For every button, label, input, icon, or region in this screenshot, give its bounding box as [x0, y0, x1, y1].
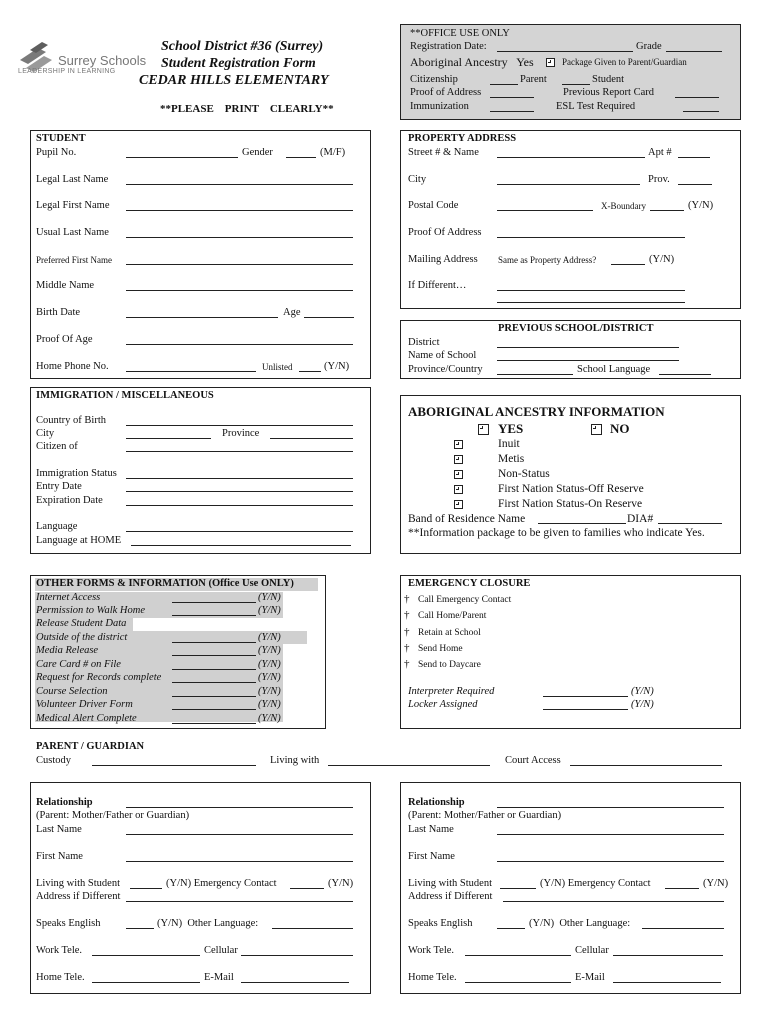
- relationship-1-heading: Relationship: [36, 797, 93, 808]
- parent1-address-label: Address if Different: [36, 891, 121, 902]
- citizen-of-field[interactable]: [126, 451, 353, 452]
- dia-field[interactable]: [658, 523, 722, 524]
- birth-province-label: Province: [222, 428, 260, 439]
- course-selection-yn: (Y/N): [258, 686, 281, 697]
- age-label: Age: [283, 307, 301, 318]
- office-citizenship-line[interactable]: [490, 84, 518, 85]
- country-birth-field[interactable]: [126, 425, 353, 426]
- office-immunization-label: Immunization: [410, 101, 469, 112]
- office-heading: **OFFICE USE ONLY: [410, 28, 510, 39]
- relationship-2-field[interactable]: [497, 807, 724, 808]
- middle-name-field[interactable]: [126, 290, 353, 291]
- title-form: Student Registration Form: [161, 56, 316, 71]
- call-home-parent-label: Call Home/Parent: [418, 611, 487, 621]
- usual-last-label: Usual Last Name: [36, 227, 109, 238]
- birth-date-label: Birth Date: [36, 307, 81, 318]
- band-residence-label: Band of Residence Name: [408, 513, 526, 525]
- postal-field[interactable]: [497, 210, 593, 211]
- living-with-label: Living with: [270, 755, 320, 766]
- parent1-home-label: Home Tele.: [36, 972, 85, 983]
- custody-label: Custody: [36, 755, 72, 766]
- internet-access-field[interactable]: [172, 602, 256, 603]
- care-card-yn: (Y/N): [258, 659, 281, 670]
- parent2-other-lang-field[interactable]: [642, 928, 724, 929]
- language-label: Language: [36, 521, 78, 532]
- inuit-checkbox[interactable]: [454, 440, 463, 449]
- proof-address-field[interactable]: [497, 237, 685, 238]
- preferred-first-label: Preferred First Name: [36, 255, 112, 265]
- postal-label: Postal Code: [408, 200, 459, 211]
- media-release-label: Media Release: [36, 645, 99, 656]
- province-country-field[interactable]: [497, 374, 573, 375]
- band-residence-field[interactable]: [538, 523, 626, 524]
- parent1-email-label: E-Mail: [204, 972, 234, 983]
- locker-field[interactable]: [543, 709, 628, 710]
- property-heading: PROPERTY ADDRESS: [408, 133, 517, 144]
- inuit-label: Inuit: [498, 438, 520, 450]
- birth-city-field[interactable]: [126, 438, 211, 439]
- print-clearly-note: **PLEASE PRINT CLEARLY**: [160, 103, 334, 115]
- pupil-no-label: Pupil No.: [36, 147, 77, 158]
- street-label: Street # & Name: [408, 147, 479, 158]
- parent2-speaks-label: Speaks English: [408, 918, 473, 929]
- on-reserve-checkbox[interactable]: [454, 500, 463, 509]
- logo-tagline: LEADERSHIP IN LEARNING: [18, 68, 116, 75]
- other-forms-heading: OTHER FORMS & INFORMATION (Office Use ONLY): [36, 578, 294, 589]
- school-language-field[interactable]: [659, 374, 711, 375]
- previous-heading: PREVIOUS SCHOOL/DISTRICT: [498, 323, 654, 334]
- release-data-label: Release Student Data: [36, 618, 127, 629]
- office-esl-label: ESL Test Required: [556, 101, 636, 112]
- locker-yn: (Y/N): [631, 699, 654, 710]
- legal-first-field[interactable]: [126, 210, 353, 211]
- preferred-first-field[interactable]: [126, 264, 353, 265]
- if-different-field-1[interactable]: [497, 290, 685, 291]
- parent1-email-field[interactable]: [241, 982, 349, 983]
- office-esl-line[interactable]: [683, 111, 719, 112]
- title-school: CEDAR HILLS ELEMENTARY: [139, 73, 329, 88]
- school-language-label: School Language: [577, 364, 651, 375]
- parent2-emergency-field[interactable]: [665, 888, 699, 889]
- parent1-work-label: Work Tele.: [36, 945, 83, 956]
- birth-city-label: City: [36, 428, 55, 439]
- call-emergency-contact-label: Call Emergency Contact: [418, 595, 512, 605]
- immigration-status-label: Immigration Status: [36, 468, 117, 479]
- living-with-field[interactable]: [328, 765, 490, 766]
- immigration-status-field[interactable]: [126, 478, 353, 479]
- birth-date-field[interactable]: [126, 317, 278, 318]
- apt-field[interactable]: [678, 157, 710, 158]
- office-parent-label: Parent: [520, 74, 547, 85]
- parent2-living-label: Living with Student: [408, 878, 492, 889]
- care-card-field[interactable]: [172, 669, 256, 670]
- street-field[interactable]: [497, 157, 645, 158]
- home-phone-label: Home Phone No.: [36, 361, 109, 372]
- country-birth-label: Country of Birth: [36, 415, 106, 426]
- unlisted-label: Unlisted: [262, 362, 293, 372]
- gender-field[interactable]: [286, 157, 316, 158]
- entry-date-label: Entry Date: [36, 481, 82, 492]
- proof-age-label: Proof Of Age: [36, 334, 93, 345]
- aboriginal-heading: ABORIGINAL ANCESTRY INFORMATION: [408, 404, 665, 419]
- parent1-cell-label: Cellular: [204, 945, 238, 956]
- aboriginal-yes-label: YES: [498, 421, 524, 436]
- pupil-no-field[interactable]: [126, 157, 238, 158]
- volunteer-driver-field[interactable]: [172, 709, 256, 710]
- office-package-label: Package Given to Parent/Guardian: [562, 57, 687, 67]
- custody-field[interactable]: [92, 765, 256, 766]
- off-reserve-label: First Nation Status-Off Reserve: [498, 483, 644, 495]
- interpreter-field[interactable]: [543, 696, 628, 697]
- parent1-last-label: Last Name: [36, 824, 82, 835]
- parent1-work-field[interactable]: [92, 955, 200, 956]
- walk-home-label: Permission to Walk Home: [36, 605, 145, 616]
- retain-at-school-label: Retain at School: [418, 628, 481, 638]
- office-prev-report-label: Previous Report Card: [563, 87, 654, 98]
- dia-label: DIA#: [627, 513, 654, 525]
- mailing-label: Mailing Address: [408, 254, 478, 265]
- age-field[interactable]: [304, 317, 354, 318]
- medical-alert-yn: (Y/N): [258, 713, 281, 724]
- interpreter-label: Interpreter Required: [408, 686, 495, 697]
- office-prev-report-line[interactable]: [675, 97, 719, 98]
- same-as-yn: (Y/N): [649, 254, 675, 265]
- parent2-last-label: Last Name: [408, 824, 454, 835]
- dagger-icon[interactable]: †: [404, 658, 410, 670]
- if-different-label: If Different…: [408, 280, 467, 291]
- usual-last-field[interactable]: [126, 237, 353, 238]
- office-student-label: Student: [592, 74, 625, 85]
- district-field[interactable]: [497, 347, 679, 348]
- parent2-work-label: Work Tele.: [408, 945, 455, 956]
- gender-label: Gender: [242, 147, 273, 158]
- send-home-label: Send Home: [418, 644, 463, 654]
- parent2-home-label: Home Tele.: [408, 972, 457, 983]
- media-release-yn: (Y/N): [258, 645, 281, 656]
- walk-home-field[interactable]: [172, 615, 256, 616]
- prov-field[interactable]: [678, 184, 712, 185]
- course-selection-label: Course Selection: [36, 686, 108, 697]
- expiration-date-field[interactable]: [126, 505, 353, 506]
- off-reserve-checkbox[interactable]: [454, 485, 463, 494]
- parent1-address-field[interactable]: [126, 901, 353, 902]
- city-label: City: [408, 174, 427, 185]
- school-name-label: Name of School: [408, 350, 477, 361]
- unlisted-yn: (Y/N): [324, 361, 350, 372]
- same-as-label: Same as Property Address?: [498, 255, 597, 265]
- parent1-cell-field[interactable]: [241, 955, 353, 956]
- parent1-speaks-label: Speaks English: [36, 918, 101, 929]
- legal-first-label: Legal First Name: [36, 200, 110, 211]
- parent2-cell-label: Cellular: [575, 945, 609, 956]
- parent1-other-lang-label: (Y/N) Other Language:: [157, 918, 259, 929]
- internet-access-label: Internet Access: [36, 592, 101, 603]
- parent1-living-field[interactable]: [130, 888, 162, 889]
- metis-checkbox[interactable]: [454, 455, 463, 464]
- apt-label: Apt #: [648, 147, 672, 158]
- dagger-icon[interactable]: †: [404, 593, 410, 605]
- office-citizenship-label: Citizenship: [410, 74, 458, 85]
- relationship-2-heading: Relationship: [408, 797, 465, 808]
- aboriginal-yes-checkbox[interactable]: [478, 424, 489, 435]
- student-heading: STUDENT: [36, 133, 86, 144]
- office-proof-address-label: Proof of Address: [410, 87, 482, 98]
- parent2-speaks-field[interactable]: [497, 928, 525, 929]
- city-field[interactable]: [497, 184, 640, 185]
- emergency-heading: EMERGENCY CLOSURE: [408, 578, 531, 589]
- records-request-field[interactable]: [172, 682, 256, 683]
- outside-district-label: Outside of the district: [36, 632, 128, 643]
- records-request-yn: (Y/N): [258, 672, 281, 683]
- parent1-home-field[interactable]: [92, 982, 200, 983]
- send-daycare-label: Send to Daycare: [418, 660, 481, 670]
- language-field[interactable]: [126, 531, 353, 532]
- parent1-speaks-field[interactable]: [126, 928, 154, 929]
- medical-alert-field[interactable]: [172, 723, 256, 724]
- office-parent-line[interactable]: [562, 84, 590, 85]
- office-aboriginal-label: Aboriginal Ancestry Yes: [410, 55, 534, 69]
- relationship-1-sub: (Parent: Mother/Father or Guardian): [36, 810, 190, 821]
- parent2-last-field[interactable]: [497, 834, 724, 835]
- birth-province-field[interactable]: [270, 438, 353, 439]
- parent1-first-label: First Name: [36, 851, 83, 862]
- parent2-living-field[interactable]: [500, 888, 536, 889]
- dagger-icon[interactable]: †: [404, 642, 410, 654]
- province-country-label: Province/Country: [408, 364, 483, 375]
- interpreter-yn: (Y/N): [631, 686, 654, 697]
- legal-last-label: Legal Last Name: [36, 174, 109, 185]
- outside-district-yn: (Y/N): [258, 632, 281, 643]
- volunteer-driver-label: Volunteer Driver Form: [36, 699, 133, 710]
- if-different-field-2[interactable]: [497, 302, 685, 303]
- proof-address-label: Proof Of Address: [408, 227, 482, 238]
- parent2-email-field[interactable]: [613, 982, 721, 983]
- parent2-cell-field[interactable]: [613, 955, 723, 956]
- internet-access-yn: (Y/N): [258, 592, 281, 603]
- metis-label: Metis: [498, 453, 525, 465]
- parent-guardian-heading: PARENT / GUARDIAN: [36, 741, 145, 752]
- same-as-field[interactable]: [611, 264, 645, 265]
- aboriginal-no-label: NO: [610, 421, 630, 436]
- medical-alert-label: Medical Alert Complete: [36, 713, 137, 724]
- care-card-label: Care Card # on File: [36, 659, 121, 670]
- office-proof-address-line[interactable]: [490, 97, 534, 98]
- middle-name-label: Middle Name: [36, 280, 95, 291]
- court-access-label: Court Access: [505, 755, 561, 766]
- immigration-heading: IMMIGRATION / MISCELLANEOUS: [36, 390, 214, 401]
- aboriginal-no-checkbox[interactable]: [591, 424, 602, 435]
- logo-brand: Surrey Schools: [58, 53, 147, 68]
- expiration-date-label: Expiration Date: [36, 495, 103, 506]
- parent2-emergency-label: (Y/N) Emergency Contact: [540, 878, 651, 889]
- office-aboriginal-checkbox[interactable]: [546, 58, 555, 67]
- parent1-last-field[interactable]: [126, 834, 353, 835]
- outside-district-field[interactable]: [172, 642, 256, 643]
- proof-age-field[interactable]: [126, 344, 353, 345]
- locker-label: Locker Assigned: [408, 699, 478, 710]
- non-status-checkbox[interactable]: [454, 470, 463, 479]
- entry-date-field[interactable]: [126, 491, 353, 492]
- relationship-1-field[interactable]: [126, 807, 353, 808]
- citizen-of-label: Citizen of: [36, 441, 78, 452]
- gender-mf: (M/F): [320, 147, 346, 158]
- parent1-first-field[interactable]: [126, 861, 353, 862]
- parent2-work-field[interactable]: [465, 955, 571, 956]
- office-grade-label: Grade: [636, 41, 662, 52]
- legal-last-field[interactable]: [126, 184, 353, 185]
- parent2-first-field[interactable]: [497, 861, 724, 862]
- xboundary-label: X-Boundary: [601, 201, 646, 211]
- school-name-field[interactable]: [497, 360, 679, 361]
- parent1-living-label: Living with Student: [36, 878, 120, 889]
- dagger-icon[interactable]: †: [404, 609, 410, 621]
- records-request-label: Request for Records complete: [36, 672, 162, 683]
- office-grade-line[interactable]: [666, 51, 722, 52]
- parent2-emergency-yn: (Y/N): [703, 878, 729, 889]
- non-status-label: Non-Status: [498, 468, 550, 480]
- language-home-label: Language at HOME: [36, 535, 122, 546]
- home-phone-field[interactable]: [126, 371, 256, 372]
- district-label: District: [408, 337, 440, 348]
- parent1-other-lang-field[interactable]: [272, 928, 353, 929]
- office-reg-date-line[interactable]: [497, 51, 633, 52]
- office-immunization-line[interactable]: [490, 111, 534, 112]
- parent2-first-label: First Name: [408, 851, 455, 862]
- unlisted-field[interactable]: [299, 371, 321, 372]
- volunteer-driver-yn: (Y/N): [258, 699, 281, 710]
- on-reserve-label: First Nation Status-On Reserve: [498, 498, 643, 510]
- language-home-field[interactable]: [131, 545, 351, 546]
- info-package-note: **Information package to be given to families who indicate Yes.: [408, 527, 705, 539]
- parent2-address-label: Address if Different: [408, 891, 493, 902]
- parent1-emergency-label: (Y/N) Emergency Contact: [166, 878, 277, 889]
- xboundary-yn: (Y/N): [688, 200, 714, 211]
- parent2-address-field[interactable]: [503, 901, 724, 902]
- parent2-email-label: E-Mail: [575, 972, 605, 983]
- walk-home-yn: (Y/N): [258, 605, 281, 616]
- title-district: School District #36 (Surrey): [161, 39, 324, 54]
- course-selection-field[interactable]: [172, 696, 256, 697]
- office-reg-date-label: Registration Date:: [410, 41, 487, 52]
- parent2-home-field[interactable]: [465, 982, 571, 983]
- media-release-field[interactable]: [172, 655, 256, 656]
- xboundary-field[interactable]: [650, 210, 684, 211]
- relationship-2-sub: (Parent: Mother/Father or Guardian): [408, 810, 562, 821]
- parent2-other-lang-label: (Y/N) Other Language:: [529, 918, 631, 929]
- parent1-emergency-yn: (Y/N): [328, 878, 354, 889]
- dagger-icon[interactable]: †: [404, 626, 410, 638]
- parent1-emergency-field[interactable]: [290, 888, 324, 889]
- prov-label: Prov.: [648, 174, 670, 185]
- court-access-field[interactable]: [570, 765, 722, 766]
